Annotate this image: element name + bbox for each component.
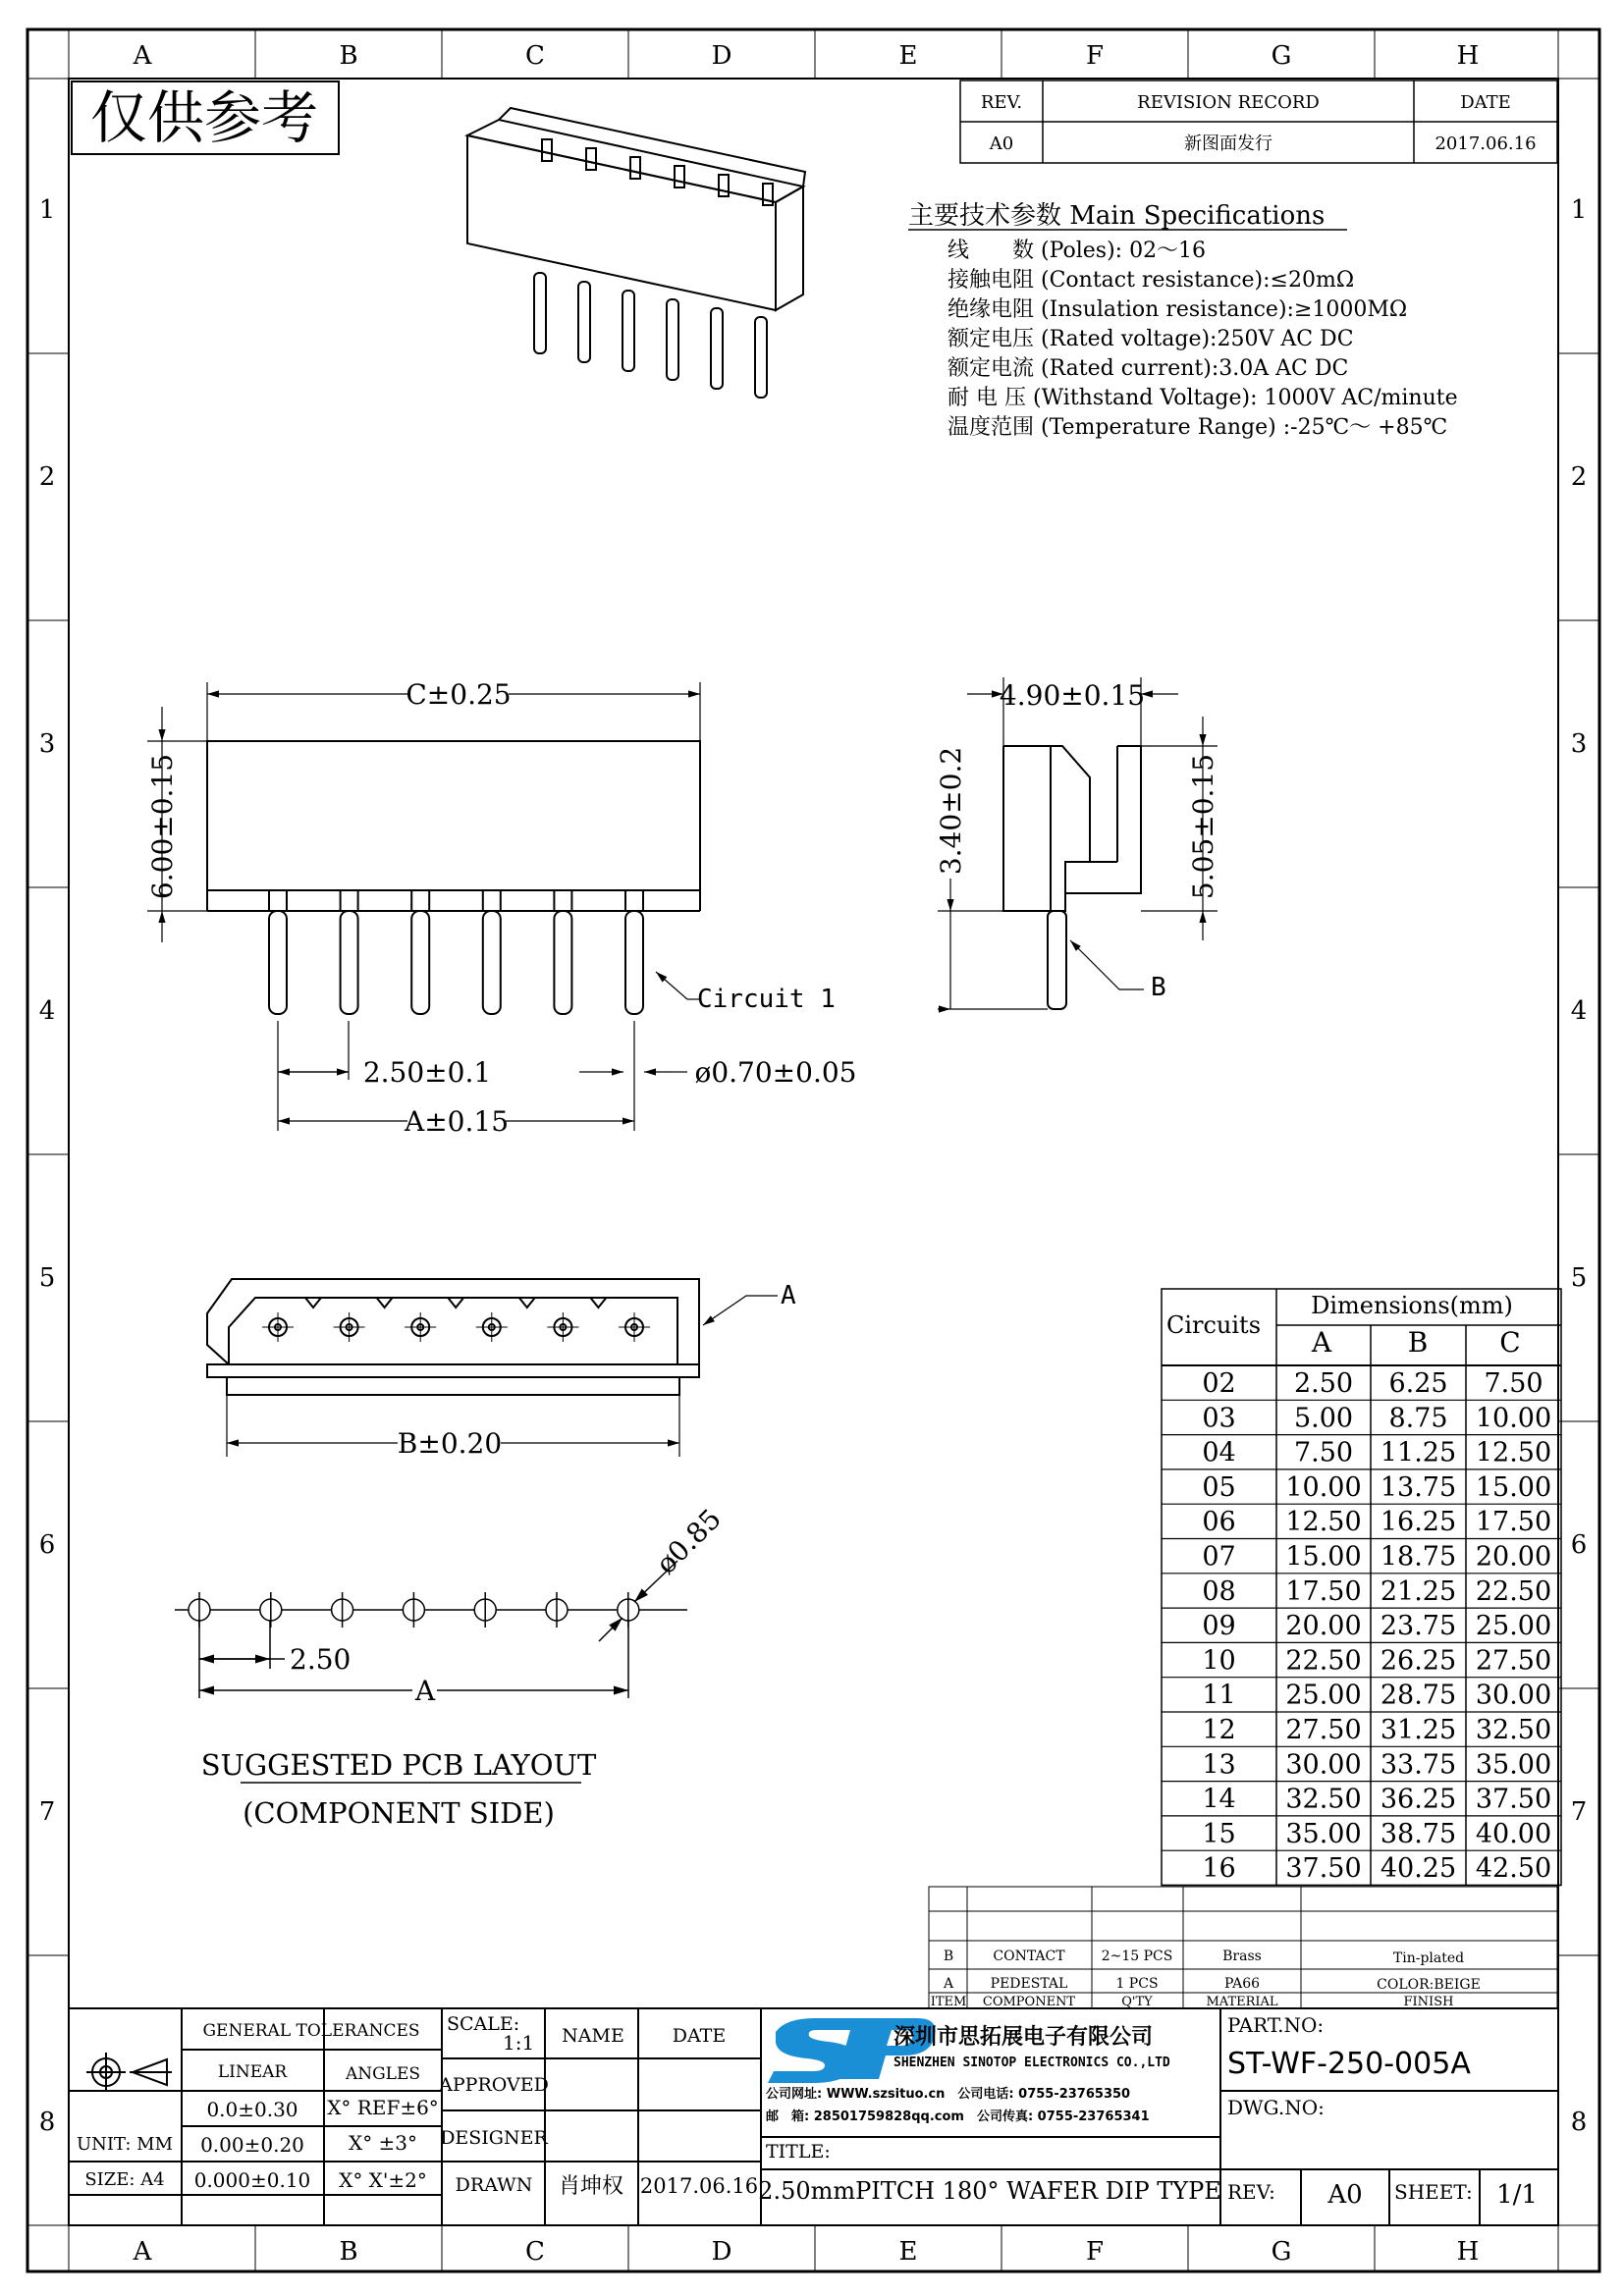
zone-row-right-3: 3: [1570, 729, 1588, 759]
part-no-label: PART.NO:: [1227, 2013, 1325, 2037]
dim-table-value-cell: 27.50: [1285, 1715, 1362, 1745]
specs-title: 主要技术参数 Main Specifications: [908, 201, 1326, 231]
zone-row-right-6: 6: [1570, 1530, 1588, 1560]
linear-label: LINEAR: [217, 2062, 288, 2082]
rev-row-rev: A0: [989, 133, 1014, 154]
dim-table-value-cell: 35.00: [1475, 1749, 1552, 1781]
top-pin: [476, 1298, 535, 1342]
front-dim-height: 6.00±0.15: [146, 753, 179, 900]
isometric-view: [467, 108, 805, 398]
iso-pin: [578, 148, 596, 362]
dim-table-value-cell: 17.50: [1285, 1575, 1362, 1607]
dim-table-value-cell: 13.75: [1380, 1471, 1457, 1503]
front-dim-pitch: 2.50±0.1: [362, 1056, 492, 1089]
dim-table-value-cell: 36.25: [1380, 1784, 1457, 1815]
dimensions-table: [1162, 1289, 1561, 1886]
pcb-layout-title: SUGGESTED PCB LAYOUT: [200, 1748, 597, 1782]
zone-col-bottom-g: G: [1271, 2237, 1292, 2267]
dim-table-value-cell: 22.50: [1285, 1645, 1362, 1677]
unit-label: UNIT: MM: [76, 2134, 174, 2155]
dim-table-col-c: C: [1499, 1326, 1521, 1359]
spec-insulation-resistance: 绝缘电阻 (Insulation resistance):≥1000MΩ: [947, 297, 1408, 322]
dim-table-value-cell: 35.00: [1285, 1818, 1362, 1849]
dim-table-circuits-cell: 13: [1202, 1749, 1236, 1781]
bom-row-a-finish: COLOR:BEIGE: [1377, 1977, 1481, 1993]
drawn-label: DRAWN: [455, 2174, 533, 2196]
dim-table-value-cell: 16.25: [1380, 1507, 1457, 1538]
polarization-notch: [377, 1298, 393, 1308]
front-dim-a: A±0.15: [404, 1105, 510, 1138]
dim-table-value-cell: 15.00: [1475, 1471, 1552, 1503]
scale-value: 1:1: [503, 2031, 535, 2055]
dim-table-value-cell: 20.00: [1285, 1611, 1362, 1642]
approved-label: APPROVED: [439, 2074, 549, 2096]
dim-table-value-cell: 40.00: [1475, 1818, 1552, 1849]
dim-table-value-cell: 32.50: [1475, 1715, 1552, 1745]
zone-col-bottom-h: H: [1456, 2237, 1480, 2267]
dim-table-value-cell: 28.75: [1380, 1680, 1457, 1711]
dim-table-circuits-cell: 03: [1202, 1403, 1236, 1434]
dim-table-value-cell: 10.00: [1285, 1471, 1362, 1503]
company-name-cn: 深圳市思拓展电子有限公司: [893, 2025, 1154, 2050]
dim-table-value-cell: 25.00: [1285, 1680, 1362, 1711]
part-no-value: ST-WF-250-005A: [1227, 2047, 1471, 2081]
dim-table-circuits-cell: 14: [1202, 1784, 1236, 1815]
front-pin: [483, 890, 501, 1014]
dim-table-header-circuits: Circuits: [1165, 1311, 1262, 1339]
title-label: TITLE:: [766, 2141, 831, 2163]
zone-col-bottom-d: D: [711, 2237, 732, 2267]
zone-row-right-8: 8: [1570, 2108, 1588, 2137]
side-dim-right: 5.05±0.15: [1187, 753, 1219, 900]
zone-col-bottom-a: A: [133, 2237, 152, 2267]
spec-rated-voltage: 额定电压 (Rated voltage):250V AC DC: [947, 327, 1354, 351]
side-view: [1003, 746, 1141, 1009]
dim-table-value-cell: 12.50: [1475, 1437, 1552, 1468]
bom-row-b-component: CONTACT: [993, 1949, 1065, 1964]
polarization-notch: [590, 1298, 606, 1308]
top-pin: [405, 1298, 463, 1342]
general-tolerances-label: GENERAL TOLERANCES: [202, 2021, 420, 2041]
sheet-frame: [27, 29, 1599, 2271]
polarization-notch: [448, 1298, 463, 1308]
rev-value: A0: [1327, 2180, 1363, 2210]
dim-table-value-cell: 22.50: [1475, 1575, 1552, 1607]
dim-table-value-cell: 37.50: [1285, 1853, 1362, 1885]
company-website: 公司网址: WWW.szsituo.cn 公司电话: 0755-23765350: [766, 2087, 1131, 2102]
dim-table-value-cell: 38.75: [1380, 1818, 1457, 1849]
dim-table-value-cell: 23.75: [1380, 1611, 1457, 1642]
company-name-en: SHENZHEN SINOTOP ELECTRONICS CO.,LTD: [893, 2056, 1170, 2070]
sheet-label: SHEET:: [1394, 2180, 1473, 2204]
zone-col-top-b: B: [339, 41, 358, 71]
dim-table-value-cell: 5.00: [1293, 1403, 1354, 1434]
zone-col-top-c: C: [525, 41, 545, 71]
zone-col-bottom-e: E: [898, 2237, 918, 2267]
tol-linear-3: 0.000±0.10: [193, 2168, 311, 2192]
iso-pin: [755, 184, 773, 398]
dim-table-circuits-cell: 10: [1202, 1645, 1236, 1677]
rev-label: REV:: [1227, 2180, 1275, 2204]
iso-pin: [534, 139, 552, 353]
dim-table-value-cell: 18.75: [1380, 1541, 1457, 1573]
dim-table-circuits-cell: 02: [1202, 1368, 1236, 1399]
top-dim-b: B±0.20: [397, 1427, 503, 1460]
dim-table-value-cell: 10.00: [1475, 1403, 1552, 1434]
dim-table-circuits-cell: 12: [1202, 1715, 1236, 1745]
angles-label: ANGLES: [345, 2064, 421, 2084]
scale-label: SCALE:: [447, 2013, 520, 2035]
zone-col-top-a: A: [133, 41, 152, 71]
dim-table-circuits-cell: 07: [1202, 1541, 1236, 1573]
polarization-notch: [305, 1298, 321, 1308]
dim-table-circuits-cell: 08: [1202, 1575, 1236, 1607]
zone-col-bottom-b: B: [339, 2237, 358, 2267]
pcb-hole: [474, 1592, 496, 1628]
dim-table-col-a: A: [1311, 1326, 1332, 1359]
dim-table-value-cell: 17.50: [1475, 1507, 1552, 1538]
tol-angle-1: X° REF±6°: [327, 2096, 439, 2119]
zone-row-left-1: 1: [38, 195, 56, 225]
dim-table-value-cell: 11.25: [1380, 1437, 1457, 1468]
zone-row-right-5: 5: [1570, 1263, 1588, 1293]
zone-col-top-f: F: [1085, 41, 1105, 71]
dim-table-circuits-cell: 11: [1202, 1680, 1236, 1711]
zone-row-left-6: 6: [38, 1530, 56, 1560]
spec-withstand-voltage: 耐 电 压 (Withstand Voltage): 1000V AC/minute: [947, 386, 1458, 410]
zone-row-left-7: 7: [38, 1797, 56, 1827]
bom-row-a-material: PA66: [1223, 1976, 1261, 1992]
first-angle-projection-icon: [86, 2053, 172, 2092]
drawn-name: 肖坤权: [558, 2174, 624, 2199]
dim-table-value-cell: 6.25: [1388, 1368, 1448, 1399]
zone-col-bottom-c: C: [525, 2237, 545, 2267]
front-view: [207, 741, 700, 1014]
zone-col-top-h: H: [1456, 41, 1480, 71]
dim-table-header-dims: Dimensions(mm): [1311, 1292, 1513, 1319]
date-label: DATE: [672, 2025, 727, 2047]
dim-table-value-cell: 25.00: [1475, 1611, 1552, 1642]
dim-table-circuits-cell: 16: [1202, 1853, 1236, 1885]
dim-table-circuits-cell: 06: [1202, 1507, 1236, 1538]
pcb-hole: [403, 1592, 424, 1628]
rev-header-rev: REV.: [980, 92, 1023, 113]
pcb-hole: [546, 1592, 568, 1628]
top-pin: [262, 1298, 321, 1342]
dim-table-value-cell: 42.50: [1475, 1853, 1552, 1885]
drawn-date: 2017.06.16: [639, 2174, 759, 2198]
iso-pin: [711, 175, 729, 389]
rev-row-record: 新图面发行: [1184, 133, 1272, 154]
bom-table: [929, 1887, 1557, 2009]
pcb-dim-hole: ø0.85: [649, 1502, 728, 1580]
dim-table-circuits-cell: 09: [1202, 1611, 1236, 1642]
tol-angle-2: X° ±3°: [348, 2131, 418, 2155]
dwg-no-label: DWG.NO:: [1227, 2096, 1325, 2119]
pcb-hole: [260, 1592, 282, 1628]
side-label-b: B: [1151, 973, 1166, 1002]
zone-row-right-4: 4: [1570, 996, 1588, 1026]
dim-table-value-cell: 33.75: [1380, 1749, 1457, 1781]
dim-table-value-cell: 20.00: [1475, 1541, 1552, 1573]
spec-rated-current: 额定电流 (Rated current):3.0A AC DC: [947, 356, 1349, 381]
circuit-1-label: Circuit 1: [697, 985, 836, 1014]
top-pin: [334, 1298, 393, 1342]
zone-row-left-2: 2: [38, 462, 56, 492]
top-label-a: A: [781, 1281, 796, 1310]
dim-table-value-cell: 30.00: [1285, 1749, 1362, 1781]
spec-contact-resistance: 接触电阻 (Contact resistance):≤20mΩ: [947, 268, 1355, 293]
bom-header-component: COMPONENT: [982, 1995, 1076, 2009]
dim-table-value-cell: 27.50: [1475, 1645, 1552, 1677]
dim-table-circuits-cell: 05: [1202, 1471, 1236, 1503]
spec-temperature-range: 温度范围 (Temperature Range) :-25℃～ +85℃: [947, 415, 1448, 440]
side-dim-width: 4.90±0.15: [999, 679, 1146, 712]
specifications: [908, 201, 1458, 440]
zone-col-top-d: D: [711, 41, 732, 71]
polarization-notch: [519, 1298, 535, 1308]
reference-stamp-text: 仅供参考: [89, 84, 319, 151]
dim-table-value-cell: 12.50: [1285, 1507, 1362, 1538]
pcb-layout-subtitle: (COMPONENT SIDE): [243, 1796, 555, 1830]
dim-table-circuits-cell: 04: [1202, 1437, 1236, 1468]
dim-table-value-cell: 40.25: [1380, 1853, 1457, 1885]
designer-label: DESIGNER: [440, 2127, 548, 2149]
bom-row-a-item: A: [943, 1976, 954, 1992]
top-pin: [547, 1298, 606, 1342]
top-pin: [619, 1312, 650, 1342]
dim-table-value-cell: 7.50: [1484, 1368, 1543, 1399]
iso-pin: [623, 157, 640, 371]
pcb-dim-a: A: [414, 1675, 436, 1707]
spec-poles: 线 数 (Poles): 02～16: [947, 239, 1207, 263]
title-value: 2.50mmPITCH 180° WAFER DIP TYPE: [758, 2177, 1221, 2205]
company-email: 邮 箱: 28501759828qq.com 公司传真: 0755-23765341: [766, 2109, 1150, 2124]
dim-table-value-cell: 15.00: [1285, 1541, 1362, 1573]
front-pin: [341, 890, 358, 1014]
bom-header-finish: FINISH: [1403, 1995, 1454, 2009]
bom-row-b-material: Brass: [1222, 1949, 1262, 1964]
bom-row-a-component: PEDESTAL: [990, 1976, 1068, 1992]
bom-header-material: MATERIAL: [1206, 1995, 1278, 2009]
zone-row-right-7: 7: [1570, 1797, 1588, 1827]
bom-row-b-finish: Tin-plated: [1392, 1950, 1465, 1966]
front-pin: [554, 890, 571, 1014]
dim-table-value-cell: 2.50: [1293, 1368, 1354, 1399]
bom-header-qty: Q'TY: [1121, 1995, 1153, 2009]
tol-linear-1: 0.0±0.30: [206, 2098, 298, 2121]
dim-table-value-cell: 26.25: [1380, 1645, 1457, 1677]
rev-row-date: 2017.06.16: [1435, 133, 1537, 154]
front-dim-c: C±0.25: [406, 678, 512, 711]
zone-col-bottom-f: F: [1085, 2237, 1105, 2267]
front-pin: [625, 890, 643, 1014]
dim-table-value-cell: 32.50: [1285, 1784, 1362, 1815]
pcb-dim-pitch: 2.50: [290, 1643, 352, 1676]
front-pin: [411, 890, 429, 1014]
dim-table-value-cell: 8.75: [1388, 1403, 1448, 1434]
bom-row-a-qty: 1 PCS: [1115, 1976, 1159, 1992]
zone-row-right-1: 1: [1570, 195, 1588, 225]
dim-table-value-cell: 7.50: [1293, 1437, 1354, 1468]
side-dim-left: 3.40±0.2: [935, 746, 967, 876]
bom-row-b-qty: 2~15 PCS: [1101, 1949, 1173, 1964]
dim-table-col-b: B: [1407, 1326, 1429, 1359]
tol-linear-2: 0.00±0.20: [200, 2133, 304, 2157]
front-pin: [269, 890, 287, 1014]
dim-table-value-cell: 21.25: [1380, 1575, 1457, 1607]
bom-header-item: ITEM: [930, 1995, 967, 2009]
dim-table-circuits-cell: 15: [1202, 1818, 1236, 1849]
pcb-hole: [332, 1592, 353, 1628]
dim-table-value-cell: 37.50: [1475, 1784, 1552, 1815]
iso-pin: [667, 166, 684, 380]
zone-row-right-2: 2: [1570, 462, 1588, 492]
zone-row-left-3: 3: [38, 729, 56, 759]
tol-angle-3: X° X'±2°: [339, 2168, 427, 2192]
side-dimensions: [938, 677, 1218, 1009]
bom-row-b-item: B: [943, 1949, 954, 1964]
rev-header-record: REVISION RECORD: [1137, 92, 1320, 113]
zone-col-top-g: G: [1271, 41, 1292, 71]
front-dim-pin: ø0.70±0.05: [694, 1056, 857, 1089]
dim-table-value-cell: 31.25: [1380, 1715, 1457, 1745]
sheet-value: 1/1: [1496, 2180, 1538, 2210]
zone-row-left-5: 5: [38, 1263, 56, 1293]
reference-stamp: [72, 81, 339, 154]
zone-col-top-e: E: [898, 41, 918, 71]
dim-table-value-cell: 30.00: [1475, 1680, 1552, 1711]
size-label: SIZE: A4: [84, 2169, 165, 2190]
rev-header-date: DATE: [1460, 92, 1511, 113]
name-label: NAME: [562, 2025, 624, 2047]
top-view: [207, 1279, 699, 1395]
zone-row-left-8: 8: [38, 2108, 56, 2137]
zone-row-left-4: 4: [38, 996, 56, 1026]
